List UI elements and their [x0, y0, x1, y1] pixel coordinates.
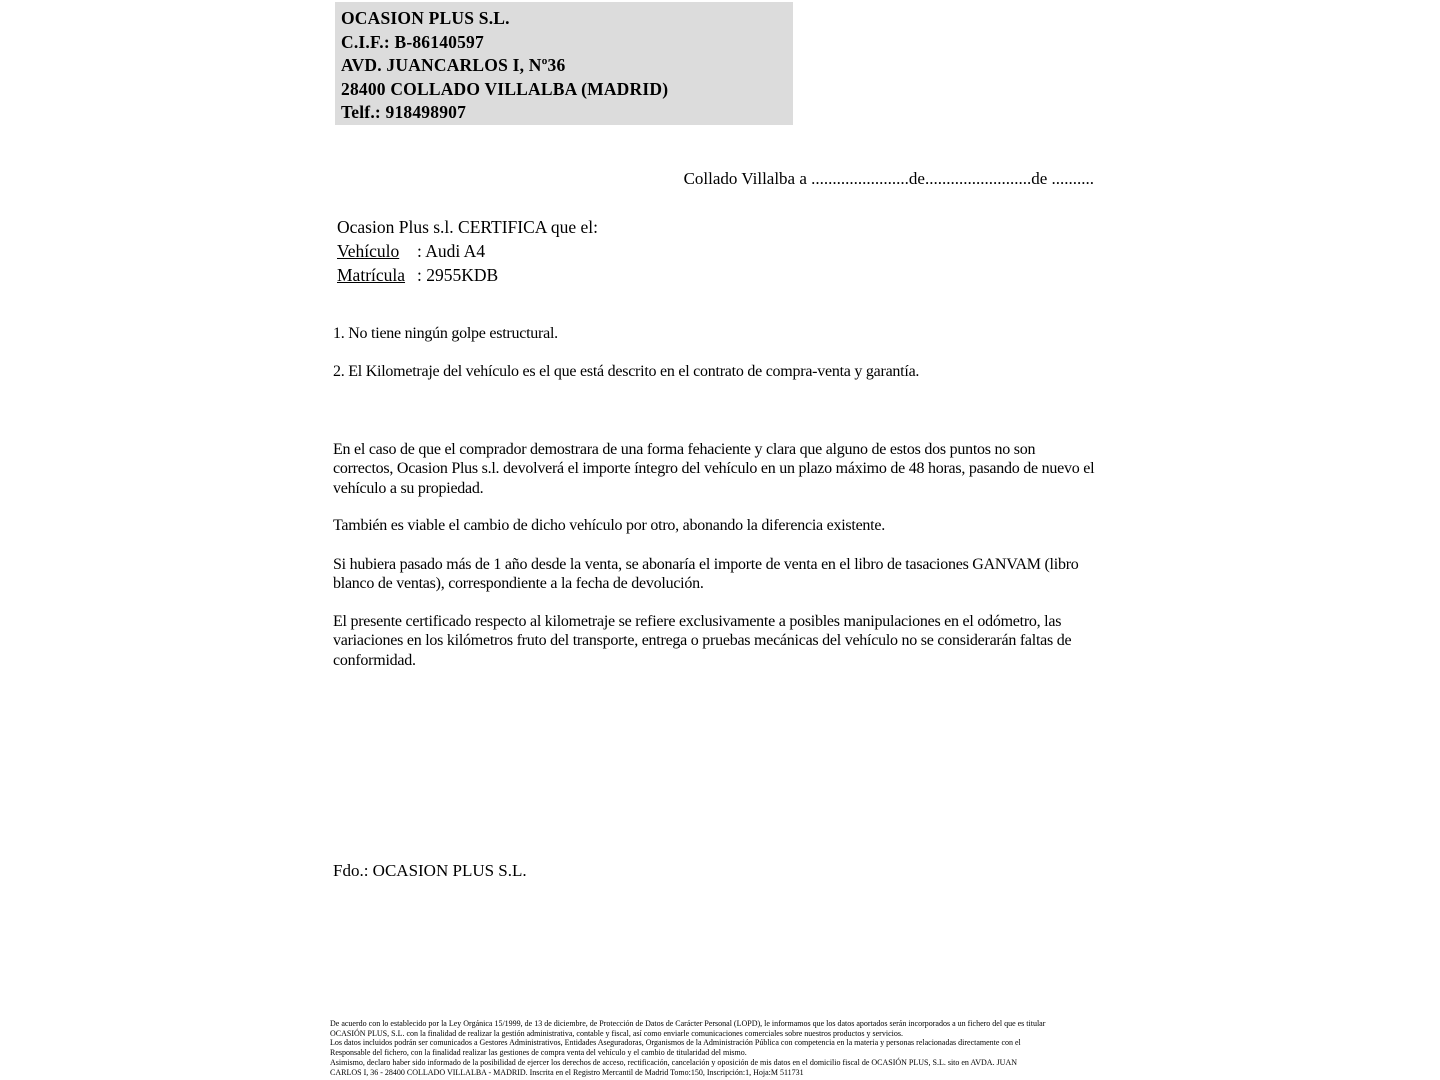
vehicle-label: Vehículo [337, 241, 400, 261]
vehicle-value: : Audi A4 [417, 241, 486, 261]
date-line: Collado Villalba a .......................de.........................de .......... [683, 169, 1094, 188]
plate-value: : 2955KDB [417, 265, 499, 285]
certificate-header-block [337, 215, 598, 287]
paragraph-ganvam-clause: Si hubiera pasado más de 1 año desde la venta, se abonaría el importe de venta en el libro de tasaciones GANVAM (libro blanco de ventas), correspondiente a la fecha de devolución. [333, 556, 1079, 593]
plate-label: Matrícula [337, 265, 406, 285]
company-name: OCASION PLUS S.L. [341, 8, 510, 28]
paragraph-refund-clause: En el caso de que el comprador demostrara de una forma fehaciente y clara que alguno de estos dos puntos no son correctos, Ocasion Plus s.l. devolverá el importe íntegro del vehículo en un plazo máximo de 48 horas, pasando de nuevo el vehículo a su propiedad. [333, 441, 1095, 497]
legal-footer-line: OCASIÓN PLUS, S.L. con la finalidad de realizar la gestión administrativa, contable y fiscal, así como enviarle comunicaciones comerciales sobre nuestros productos y servicios. [330, 1028, 903, 1038]
legal-footer [330, 1019, 1045, 1077]
signature-line: Fdo.: OCASION PLUS S.L. [333, 861, 527, 880]
legal-footer-line: De acuerdo con lo establecido por la Ley Orgánica 15/1999, de 13 de diciembre, de Protección de Datos de Carácter Personal (LOPD), le informamos que los datos aportados serán incorporados a un fichero del que es titular [330, 1019, 1046, 1028]
legal-footer-line: Los datos incluidos podrán ser comunicados a Gestores Administrativos, Entidades Aseguradoras, Organismos de la Administración Pública con competencia en la materia y personas relacionadas directamente con el [330, 1038, 1021, 1048]
paragraph-exchange-clause: También es viable el cambio de dicho vehículo por otro, abonando la diferencia existente. [333, 517, 885, 534]
company-header [335, 2, 793, 125]
legal-footer-line: CARLOS I, 36 - 28400 COLLADO VILLALBA - MADRID. Inscrita en el Registro Mercantil de Madrid Tomo:150, Inscripción:1, Hoja:M 511731 [330, 1067, 804, 1077]
company-city: 28400 COLLADO VILLALBA (MADRID) [341, 78, 669, 99]
company-phone: Telf.: 918498907 [341, 102, 467, 123]
point-mileage: 2. El Kilometraje del vehículo es el que está descrito en el contrato de compra-venta y garantía. [333, 363, 920, 381]
plate-label-cell [337, 263, 417, 287]
vehicle-label-cell [337, 239, 417, 263]
certificate-points [333, 324, 1099, 401]
legal-footer-line: Asimismo, declaro haber sido informado de la posibilidad de ejercer los derechos de acceso, rectificación, cancelación y oposición de mis datos en el domicilio fiscal de OCASIÓN PLUS, S.L. sito en AVDA. JUAN [330, 1057, 1018, 1067]
certifica-statement: Ocasion Plus s.l. CERTIFICA que el: [337, 217, 598, 237]
vehicle-field [337, 239, 598, 263]
legal-footer-line: Responsable del fichero, con la finalidad realizar las gestiones de compra venta del vehículo y el cambio de titularidad del mismo. [330, 1048, 747, 1058]
point-structural: 1. No tiene ningún golpe estructural. [333, 325, 558, 342]
plate-field [337, 263, 598, 287]
company-cif: C.I.F.: B-86140597 [341, 31, 484, 52]
paragraph-odometer-clause: El presente certificado respecto al kilometraje se refiere exclusivamente a posibles manipulaciones en el odómetro, las variaciones en los kilómetros fruto del transporte, entrega o pruebas mecánicas del vehículo no se considerarán faltas de conformidad. [333, 613, 1072, 669]
company-address: AVD. JUANCARLOS I, Nº36 [341, 55, 566, 76]
